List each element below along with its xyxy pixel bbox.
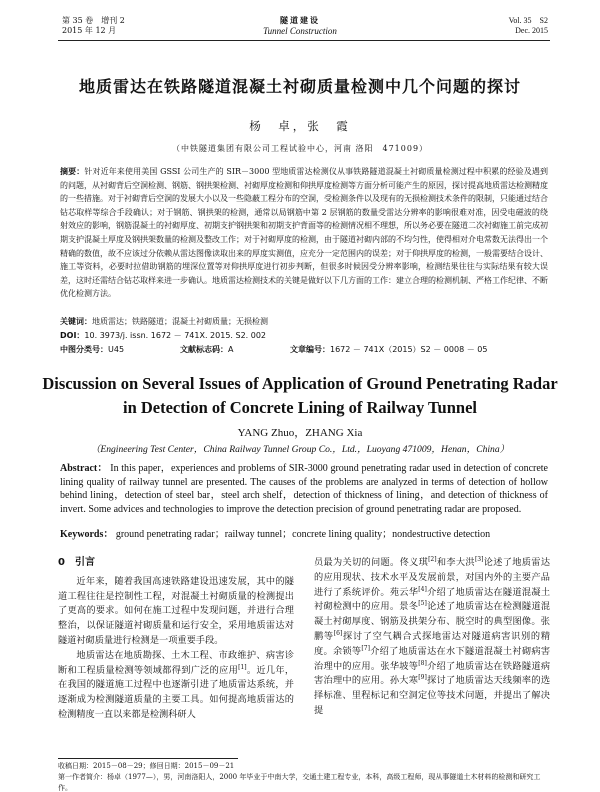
section-heading-intro: 0 引言 xyxy=(58,557,95,568)
intro-p2-text: 地质雷达在地质勘探、土木工程、市政维护、病害诊断和工程质量检测等领域都得到广泛的应用 xyxy=(58,649,294,676)
abstract-en-text: In this paper，experiences and problems of SIR-3000 ground penetrating radar used in detection of concrete lining quality of railway tunnel are presented. The causes of the problems are analyzed in terms of detection of hollow behind lining，detection of steel bar，steel arch shelf，detection of thickness of lining，and detection of thickness of invert. Some advices and technologies to improve the detection precision of ground penetrating radar are proposed. xyxy=(60,463,549,516)
intro-paragraph-2 xyxy=(58,649,294,723)
doi-value: 10. 3973/j. issn. 1672 － 741X. 2015. S2. 002 xyxy=(84,331,267,340)
p3-text-a: 员最为关切的问题。佟义琪 xyxy=(314,557,429,568)
citation-2: [2] xyxy=(428,555,437,563)
authors-cn: 杨 卓，张 霞 xyxy=(249,119,351,133)
doi-label: DOI： xyxy=(60,331,85,340)
header-date-en: Dec. 2015 xyxy=(515,26,548,35)
citation-7: [7] xyxy=(361,644,370,652)
article-number-value: 1672 － 741X（2015）S2 － 0008 － 05 xyxy=(330,345,488,354)
keywords-cn-label: 关键词： xyxy=(60,317,92,326)
abstract-cn xyxy=(60,165,548,301)
journal-name-en: Tunnel Construction xyxy=(263,26,337,36)
keywords-cn xyxy=(60,315,548,329)
p3-text-f: 探讨了空气耦合式探地雷达对隧道病害识别的精度。余锁等 xyxy=(314,630,551,657)
abstract-en xyxy=(60,462,548,517)
title-cn: 地质雷达在铁路隧道混凝土衬砌质量检测中几个问题的探讨 xyxy=(78,77,521,96)
header-rule xyxy=(58,40,550,41)
body-right-column xyxy=(314,556,550,719)
keywords-en-text: ground penetrating radar；railway tunnel；concrete lining quality；nondestructive detection xyxy=(115,529,491,540)
authors-en: YANG Zhuo，ZHANG Xia xyxy=(237,427,363,439)
citation-1: [1] xyxy=(238,663,247,671)
p3-text-i: 探讨了地质雷达天线频率的选择标准、里程标记和空洞定位等技术问题，并提出了解决提 xyxy=(314,675,551,716)
affiliation-en: （Engineering Test Center，China Railway Tunnel Group Co.，Ltd.，Luoyang 471009，Henan，China） xyxy=(90,444,510,455)
p3-text-g: 介绍了地质雷达在水下隧道混凝土衬砌病害治理中的应用。张华坡等 xyxy=(314,645,551,672)
doi-line xyxy=(60,330,266,342)
journal-name-cn: 隧道建设 xyxy=(280,16,320,25)
clc-number xyxy=(60,344,124,356)
citation-8: [8] xyxy=(418,659,427,667)
intro-paragraph-1: 近年来，随着我国高速铁路建设迅速发展，其中的隧道工程往往是控制性工程，对混凝土衬砌质量的检测提出了更高的要求。如何在施工过程中发现问题，并进行合理整治，以保证隧道衬砌质量和运行安全，采用地质雷达对隧道衬砌质量进行检测是一项重要手段。 xyxy=(58,575,294,646)
footnote-received: 收稿日期：2015－08－29；修回日期：2015－09－21 xyxy=(58,762,235,770)
abstract-en-label: Abstract： xyxy=(60,463,108,474)
p3-text-c: 论述了地质雷达的应用现状、技术水平及发展前景，对国内外的主要产品进行了系统评价。苑云华 xyxy=(314,557,551,598)
document-code xyxy=(180,344,233,356)
doc-code-value: A xyxy=(228,345,234,354)
p3-text-d: 介绍了地质雷达在隧道混凝土衬砌检测中的应用。景冬 xyxy=(314,586,551,613)
title-en: Discussion on Several Issues of Application of Ground Penetrating Radar in Detection of Concrete Lining of Railway Tunnel xyxy=(42,374,558,417)
citation-4: [4] xyxy=(418,585,427,593)
header-date-cn: 2015 年 12 月 xyxy=(62,26,117,35)
affiliation-cn: （中铁隧道集团有限公司工程试验中心，河南 洛阳 471009） xyxy=(171,144,429,153)
citation-9: [9] xyxy=(418,674,427,682)
article-number xyxy=(290,344,487,356)
citation-3: [3] xyxy=(474,555,484,563)
body-left-column xyxy=(58,556,294,723)
abstract-cn-text: 针对近年来使用美国 GSSI 公司生产的 SIR－3000 型地质雷达检测仪从事铁路隧道混凝土衬砌质量检测过程中积累的经验及遇到的问题，从衬砌背后空洞检测、钢筋、钢拱架检测、衬砌厚度检测和仰拱厚度检测等方面分析可能产生的原因，探讨提高地质雷达检测精度的一些措施。对于衬砌背后空洞的发展大小以及一些隐蔽工程分布的空洞，受检测条件以及现有的无损检测技术条件的限制，只能通过结合钻芯取样等综合手段确认；对于钢筋、钢拱架的检测，通常以局钢筋中第 2 层钢筋的数量受雷达分辨率的影响很难对准，因受电磁波的绕射效应的影响，钢筋混凝土的衬砌厚度、初期支护钢拱架和初期支护背面等的检测情况相不理想，所以务必要在隧道二次衬砌施工前完成初期支护混凝土厚度及钢拱架数量的检测及整改工作；对于衬砌厚度的检测，由于隧道衬砌内部的不均匀性，使得相对介电常数无法得出一个精确的数值，故不应该过分依赖从雷达图像读取出来的厚度实测值，应充分一定范围内的误差；对于仰拱厚度的检测，一般需要结合设计、施工等资料，必要时拉借助钢筋的埋深位置等对仰拱厚度进行初步判断，但很多时候因受分辨率影响，检测结果往往与实际结果有较大误差，这时还需结合钻芯取样来进一步确认。地质雷达检测技术的关键是做好以下几方面的工作：建立合理的检测机制、严格工作纪律、不断优化检测方法。 xyxy=(60,167,549,299)
abstract-cn-label: 摘要： xyxy=(60,167,85,176)
citation-6: [6] xyxy=(333,629,343,637)
footnote-rule xyxy=(58,758,238,759)
footnote-author: 第一作者简介：杨卓（1977—），男，河南洛阳人，2000 年毕业于中南大学，交通土建工程专业，本科，高级工程师，现从事隧道土木材料的检测和研究工作。 xyxy=(58,773,541,792)
p3-text-b: 和李大洪 xyxy=(436,557,475,568)
keywords-en-label: Keywords： xyxy=(60,529,114,540)
p3-text-h: 介绍了地质雷达在铁路隧道病害治理中的应用。孙大寒 xyxy=(314,660,551,687)
intro-p2-rest: 。近几年，在我国的隧道施工过程中也逐渐引进了地质雷达系统，并逐渐成为检测隧道质量的主要工具。如何提高地质雷达的检测精度一直以来都是检测科研人 xyxy=(58,664,295,720)
header-volume-cn: 第 35 卷 增刊 2 xyxy=(62,16,125,25)
citation-5: [5] xyxy=(418,600,427,608)
header-volume-en: Vol. 35 S2 xyxy=(508,16,548,25)
doc-code-label: 文献标志码： xyxy=(180,345,228,354)
keywords-en xyxy=(60,528,548,542)
p3-text-e: 论述了地质雷达在检测隧道混凝土衬砌厚度、钢筋及拱架分布、脱空时的典型图像。张鹏等 xyxy=(314,601,551,642)
keywords-cn-text: 地质雷达；铁路隧道；混凝土衬砌质量；无损检测 xyxy=(92,317,268,326)
article-number-label: 文章编号： xyxy=(290,345,330,354)
clc-label: 中图分类号： xyxy=(60,345,108,354)
intro-paragraph-3 xyxy=(314,556,550,719)
clc-value: U45 xyxy=(108,345,125,354)
